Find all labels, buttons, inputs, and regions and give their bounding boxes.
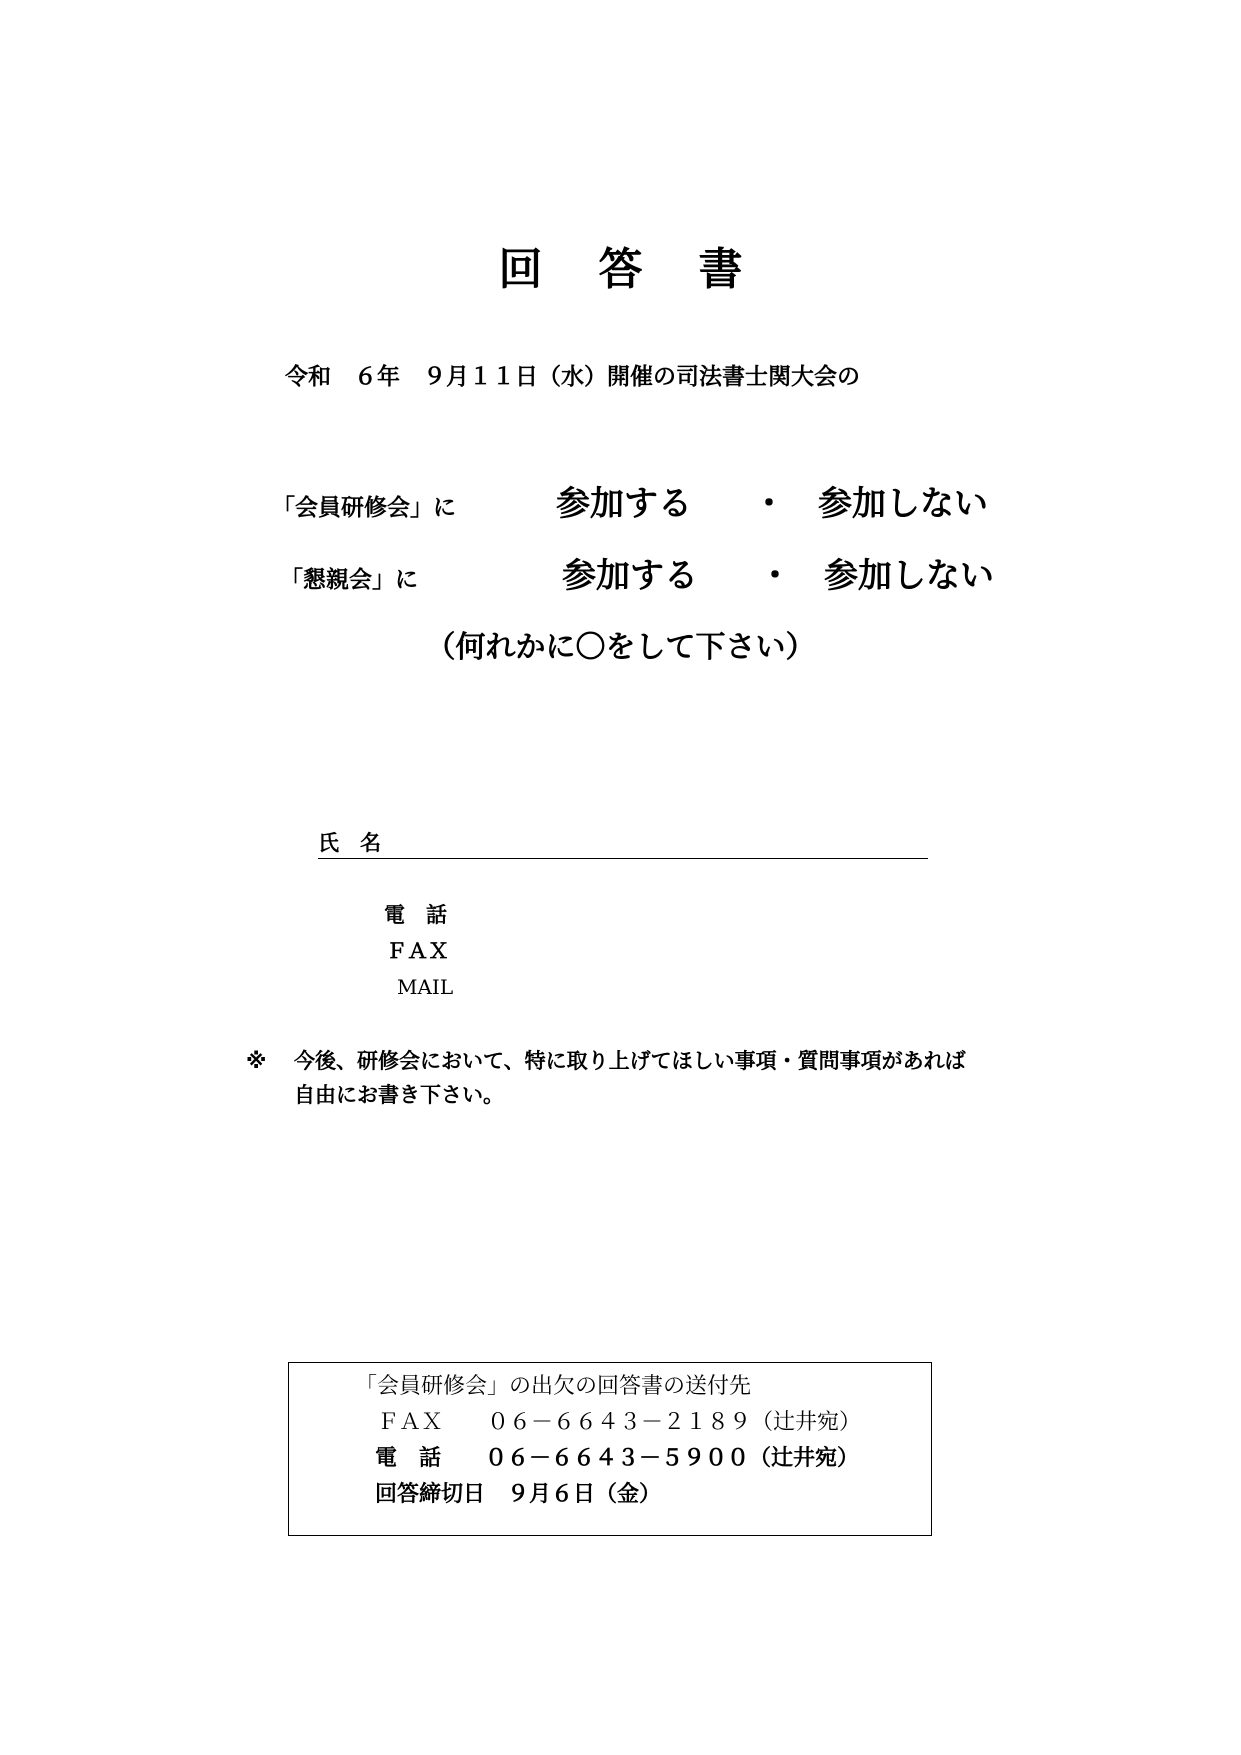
- circle-instruction: （何れかに〇をして下さい）: [425, 630, 816, 665]
- social-decline-option[interactable]: 参加しない: [824, 556, 994, 596]
- intro-text: 令和 ６年 ９月１１日（水）開催の司法書士関大会の: [285, 364, 860, 390]
- mail-field-label: MAIL: [397, 975, 454, 999]
- name-field-label: 氏 名: [318, 831, 381, 855]
- title-char-2: 答: [598, 244, 643, 295]
- remark-text: [294, 1044, 966, 1112]
- note-mark: ※: [246, 1049, 267, 1073]
- box-deadline-line: 回答締切日 ９月６日（金）: [375, 1482, 662, 1507]
- event-label-seminar: 「会員研修会」に: [272, 495, 456, 521]
- title-char-1: 回: [498, 244, 543, 295]
- reply-destination-box: [288, 1362, 932, 1536]
- title-char-3: 書: [698, 244, 743, 295]
- document-title: [0, 240, 1241, 300]
- event-label-social: 「懇親会」に: [280, 567, 418, 593]
- seminar-attend-option[interactable]: 参加する: [556, 484, 692, 524]
- social-separator: ・: [758, 556, 792, 596]
- seminar-decline-option[interactable]: 参加しない: [818, 484, 988, 524]
- name-field-line[interactable]: [318, 858, 928, 859]
- seminar-separator: ・: [752, 484, 786, 524]
- remark-line-2: 自由にお書き下さい。: [294, 1083, 504, 1107]
- social-attend-option[interactable]: 参加する: [562, 556, 698, 596]
- phone-field-label: 電 話: [384, 903, 447, 927]
- fax-field-label: ＦＡＸ: [386, 939, 449, 963]
- box-phone-line: 電 話 ０６－６６４３－５９００（辻井宛）: [375, 1446, 860, 1471]
- remark-line-1: 今後、研修会において、特に取り上げてほしい事項・質問事項があれば: [294, 1049, 966, 1073]
- box-heading: 「会員研修会」の出欠の回答書の送付先: [355, 1374, 752, 1399]
- box-fax-line: ＦＡＸ ０６－６６４３－２１８９（辻井宛）: [377, 1410, 862, 1435]
